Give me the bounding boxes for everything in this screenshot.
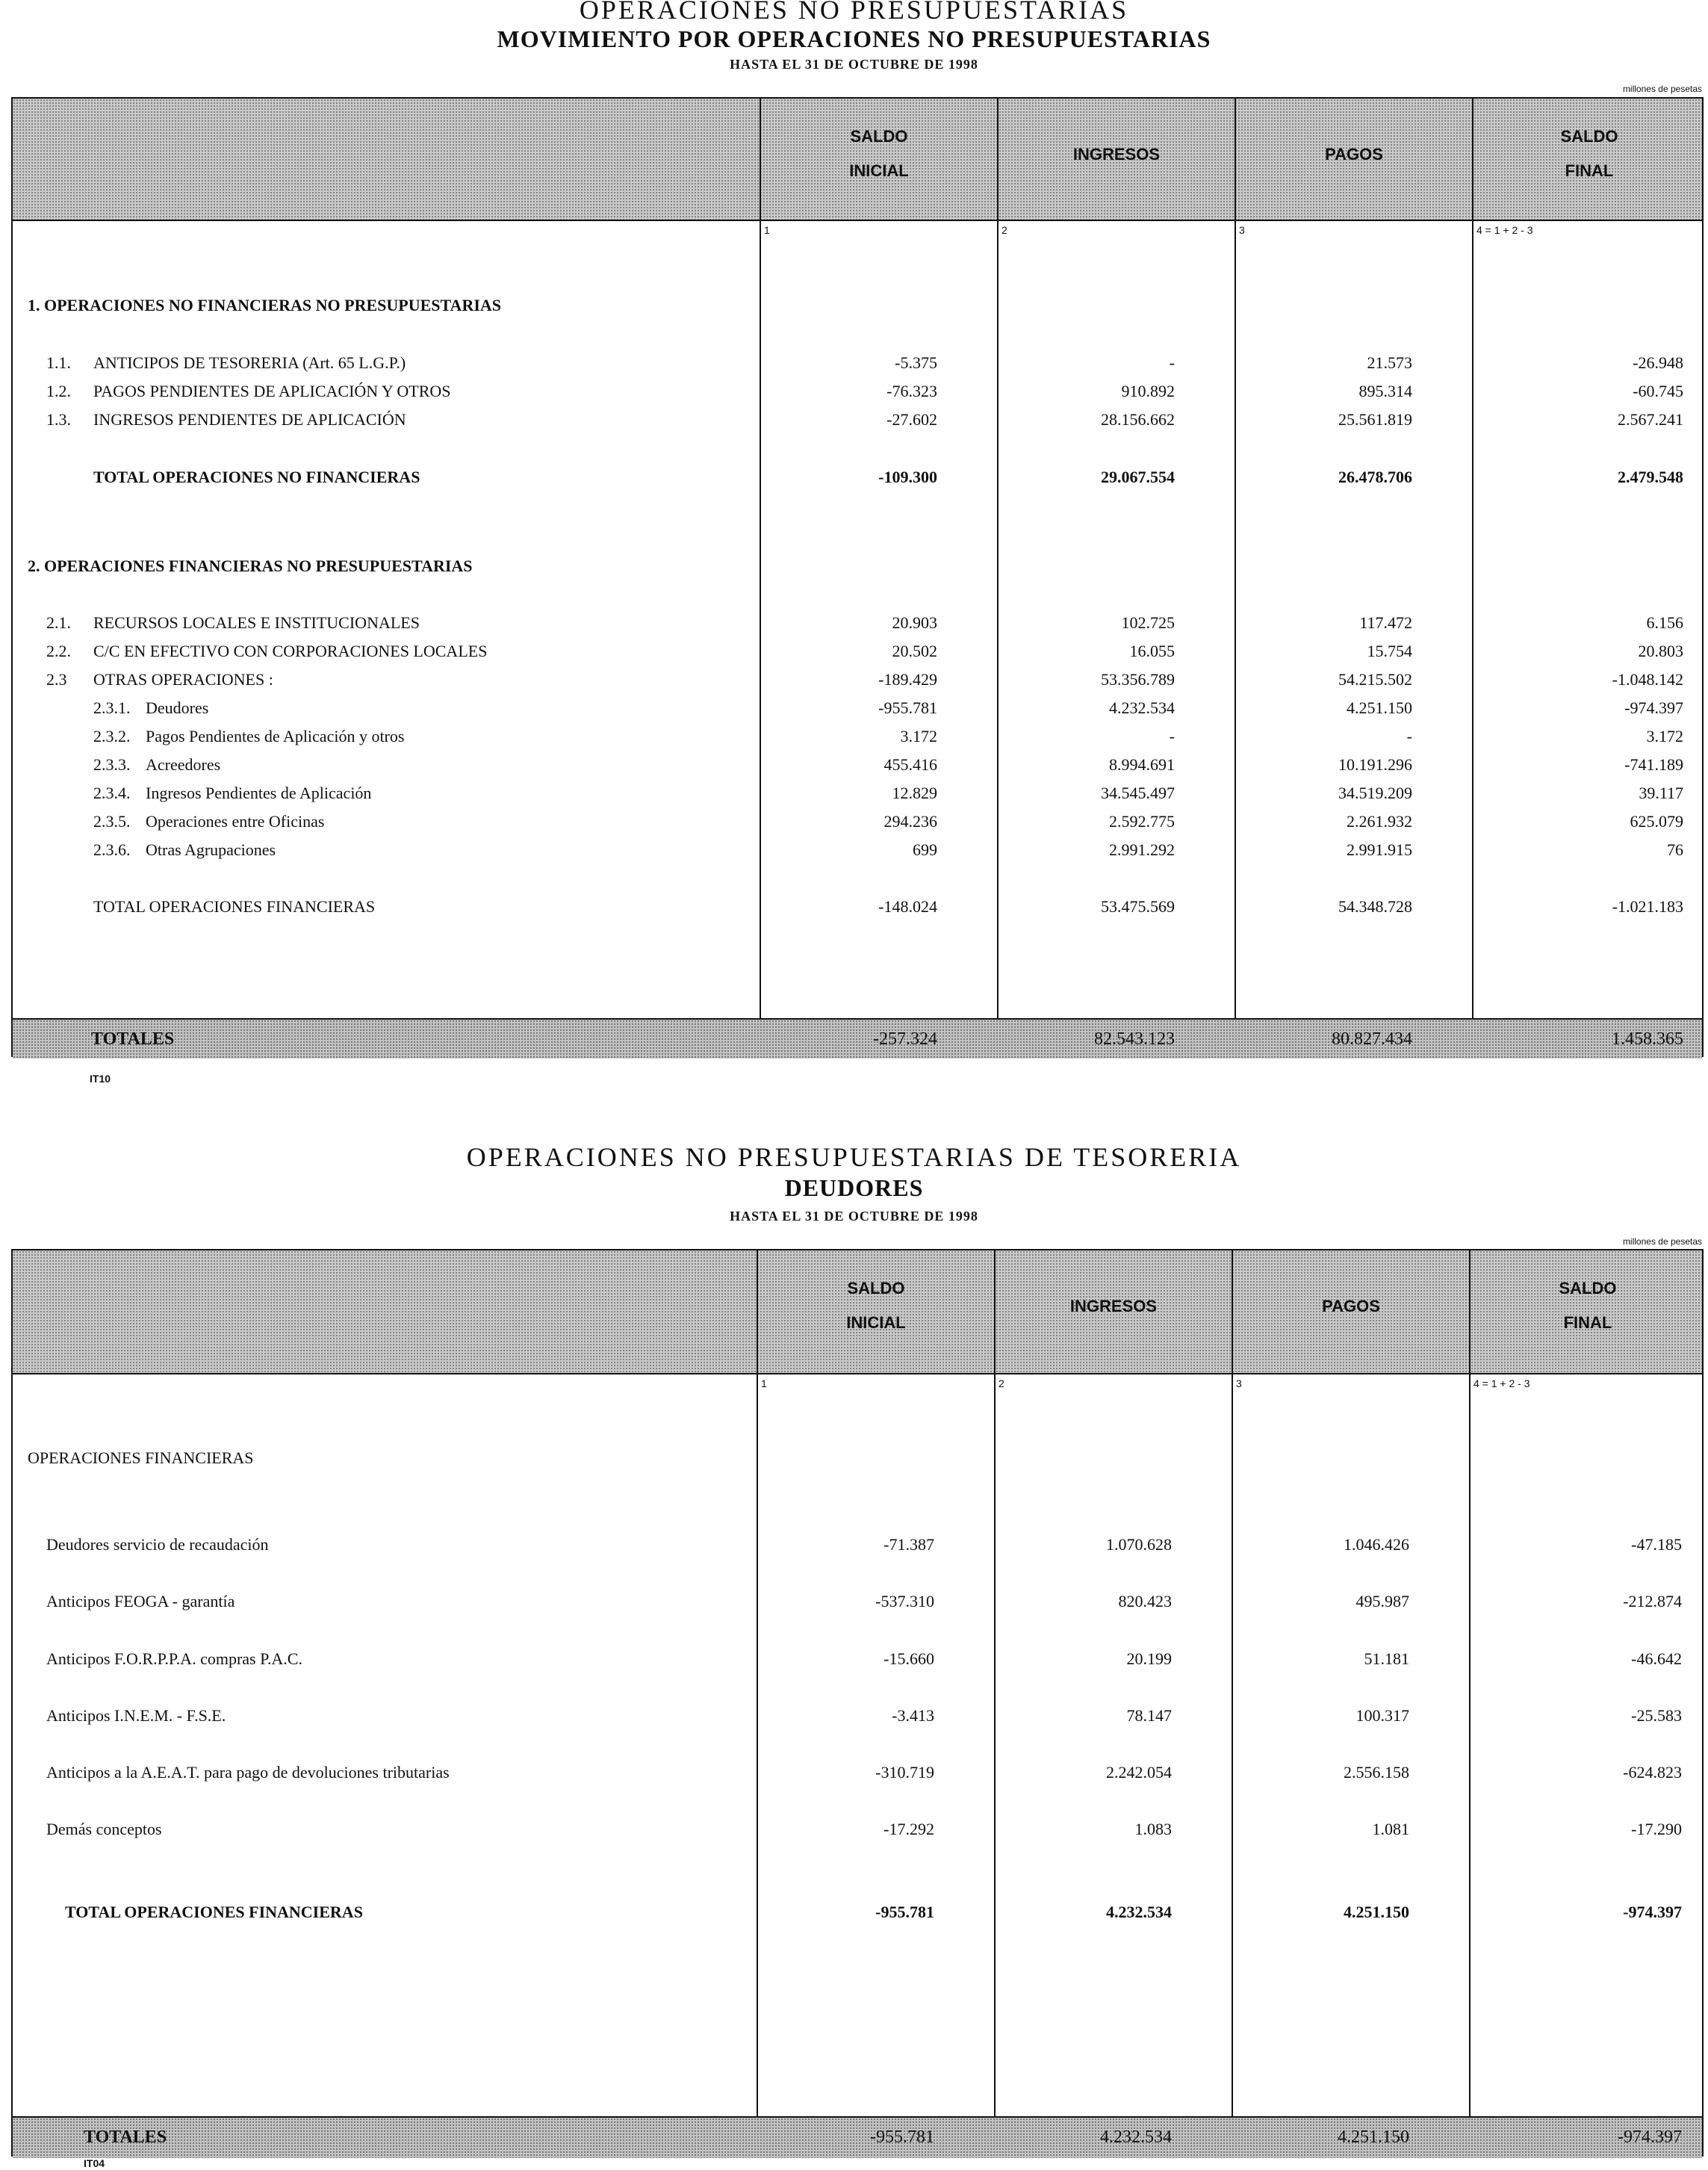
group-heading: 1. OPERACIONES NO FINANCIERAS NO PRESUPUESTARIAS <box>28 296 502 314</box>
header-ingresos: INGRESOS <box>1072 145 1161 164</box>
header-saldo-final: SALDO FINAL <box>1559 1279 1617 1332</box>
section2-table <box>11 1249 1704 2157</box>
table-row: 1.3. INGRESOS PENDIENTES DE APLICACIÓN -27.602 28.156.662 25.561.819 2.567.241 <box>46 410 1683 429</box>
colnum-2: 2 <box>1001 224 1007 236</box>
table-row: 2.3.5. Operaciones entre Oficinas 294.236 2.592.775 2.261.932 625.079 <box>93 812 1683 831</box>
table-row: 2.3.1. Deudores -955.781 4.232.534 4.251.150 -974.397 <box>93 698 1683 717</box>
subtotal-row: TOTAL OPERACIONES NO FINANCIERAS -109.300 29.067.554 26.478.706 2.479.548 <box>93 468 1683 486</box>
colnum-3: 3 <box>1239 224 1245 236</box>
header-saldo-inicial: SALDO INICIAL <box>849 127 909 180</box>
header-saldo-inicial: SALDO INICIAL <box>846 1279 906 1332</box>
colnum-2: 2 <box>999 1377 1004 1389</box>
table-row: Anticipos F.O.R.P.P.A. compras P.A.C. -15.660 20.199 51.181 -46.642 <box>46 1649 1682 1668</box>
table-row: 2.2. C/C EN EFECTIVO CON CORPORACIONES LOCALES 20.502 16.055 15.754 20.803 <box>46 642 1683 660</box>
table-row: Anticipos a la A.E.A.T. para pago de devoluciones tributarias -310.719 2.242.054 2.556.158 -624.823 <box>46 1763 1682 1782</box>
header-ingresos: INGRESOS <box>1069 1297 1158 1315</box>
table-row: Anticipos I.N.E.M. - F.S.E. -3.413 78.147 100.317 -25.583 <box>46 1706 1682 1725</box>
colnum-3: 3 <box>1236 1377 1242 1389</box>
totals-row: TOTALES -257.324 82.543.123 80.827.434 1.458.365 <box>13 1018 1702 1058</box>
table-row: 2.3 OTRAS OPERACIONES : -189.429 53.356.789 54.215.502 -1.048.142 <box>46 670 1683 689</box>
header-pagos: PAGOS <box>1322 1297 1380 1315</box>
table-row: Deudores servicio de recaudación -71.387 1.070.628 1.046.426 -47.185 <box>46 1535 1682 1554</box>
section2-code: IT04 <box>84 2157 105 2169</box>
header-saldo-final: SALDO FINAL <box>1560 127 1618 180</box>
table-row: Anticipos FEOGA - garantía -537.310 820.423 495.987 -212.874 <box>46 1592 1682 1611</box>
table-row: Demás conceptos -17.292 1.083 1.081 -17.290 <box>46 1820 1682 1838</box>
table-row: 2.3.6. Otras Agrupaciones 699 2.991.292 2.991.915 76 <box>93 840 1683 859</box>
table-row: 1.2. PAGOS PENDIENTES DE APLICACIÓN Y OTROS -76.323 910.892 895.314 -60.745 <box>46 382 1683 400</box>
table-row: 1.1. ANTICIPOS DE TESORERIA (Art. 65 L.G.P.) -5.375 - 21.573 -26.948 <box>46 353 1683 372</box>
section1-subtitle: MOVIMIENTO POR OPERACIONES NO PRESUPUESTARIAS <box>497 25 1211 52</box>
table-row: 2.3.2. Pagos Pendientes de Aplicación y otros 3.172 - - 3.172 <box>93 727 1683 745</box>
group-heading: OPERACIONES FINANCIERAS <box>28 1448 254 1467</box>
group-heading: 2. OPERACIONES FINANCIERAS NO PRESUPUESTARIAS <box>28 557 473 575</box>
section2-units: millones de pesetas <box>1622 1236 1702 1247</box>
section1-units: millones de pesetas <box>1622 84 1702 94</box>
colnum-4: 4 = 1 + 2 - 3 <box>1476 224 1533 236</box>
colnum-4: 4 = 1 + 2 - 3 <box>1473 1377 1530 1389</box>
section1-date: HASTA EL 31 DE OCTUBRE DE 1998 <box>730 57 978 72</box>
table-row: 2.3.4. Ingresos Pendientes de Aplicación 12.829 34.545.497 34.519.209 39.117 <box>93 784 1683 802</box>
section1-code: IT10 <box>90 1073 111 1085</box>
colnum-1: 1 <box>761 1377 767 1389</box>
section2-title: OPERACIONES NO PRESUPUESTARIAS DE TESORERIA <box>466 1142 1242 1172</box>
section1-title: OPERACIONES NO PRESUPUESTARIAS <box>579 0 1129 25</box>
colnum-1: 1 <box>764 224 770 236</box>
totals-row: TOTALES -955.781 4.232.534 4.251.150 -974.397 <box>13 2116 1702 2158</box>
section1-table <box>11 97 1704 1057</box>
header-pagos: PAGOS <box>1325 145 1383 164</box>
table-row: 2.1. RECURSOS LOCALES E INSTITUCIONALES 20.903 102.725 117.472 6.156 <box>46 613 1683 632</box>
table-row: 2.3.3. Acreedores 455.416 8.994.691 10.191.296 -741.189 <box>93 755 1683 774</box>
section2-date: HASTA EL 31 DE OCTUBRE DE 1998 <box>730 1209 978 1224</box>
subtotal-row: TOTAL OPERACIONES FINANCIERAS -148.024 53.475.569 54.348.728 -1.021.183 <box>93 897 1683 916</box>
section2-subtitle: DEUDORES <box>784 1174 924 1201</box>
subtotal-row: TOTAL OPERACIONES FINANCIERAS -955.781 4.232.534 4.251.150 -974.397 <box>65 1903 1682 1921</box>
